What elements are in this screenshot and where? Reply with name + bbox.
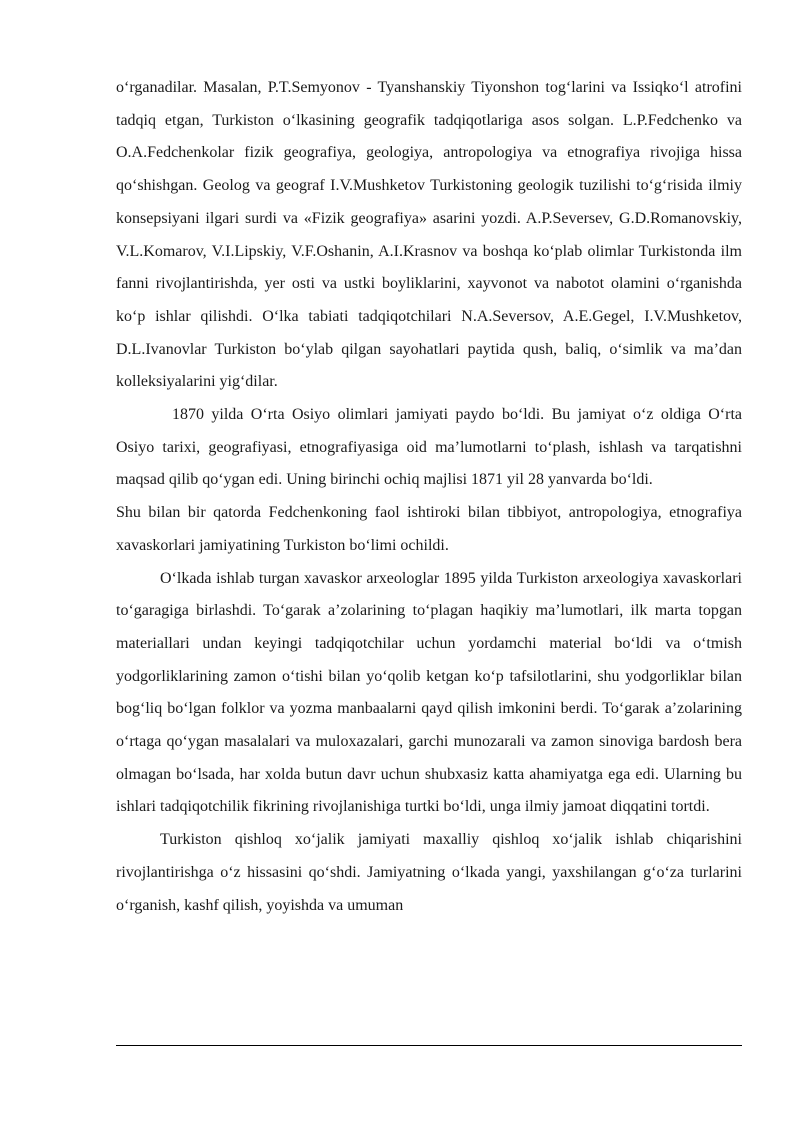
paragraph-1: o‘rganadilar. Masalan, P.T.Semyonov - Tyanshanskiy Tiyonshon tog‘larini va Issiqko‘l atrofini tadqiq etgan, Turkiston o‘lkasining geografik tadqiqotlariga asos solgan. L.P.Fedchenko va O.A.Fedchenkolar fizik geografiya, geologiya, antropologiya va etnografiya rivojiga hissa qo‘shishgan. Geolog va geograf I.V.Mushketov Turkistoning geologik tuzilishi to‘g‘risida ilmiy konsepsiyani ilgari surdi va «Fizik geografiya» asarini yozdi. A.P.Seversev, G.D.Romanovskiy, V.L.Komarov, V.I.Lipskiy, V.F.Oshanin, A.I.Krasnov va boshqa ko‘plab olimlar Turkistonda ilm fanni rivojlantirishda, yer osti va ustki boyliklarini, xayvonot va nabotot olamini o‘rganishda ko‘p ishlar qilishdi. O‘lka tabiati tadqiqotchilari N.A.Seversov, A.E.Gegel, I.V.Mushketov, D.L.Ivanovlar Turkiston bo‘ylab qilgan sayohatlari paytida qush, baliq, o‘simlik va ma’dan kolleksiyalarini yig‘dilar. — [116, 79, 742, 391]
paragraph-4: O‘lkada ishlab turgan xavaskor arxeologlar 1895 yilda Turkiston arxeologiya xavaskorlari to‘garagiga birlashdi. To‘garak a’zolarining to‘plagan haqikiy ma’lumotlari, ilk marta topgan materiallari undan keyingi tadqiqotchilar uchun yordamchi material bo‘ldi va o‘tmish yodgorliklarining zamon o‘tishi bilan yo‘qolib ketgan ko‘p tafsilotlarini, shu yodgorliklar bilan bog‘liq bo‘lgan folklor va yozma manbaalarni qayd qilish imkonini berdi. To‘garak a’zolarining o‘rtaga qo‘ygan masalalari va muloxazalari, garchi munozarali va zamon sinoviga bardosh bera olmagan bo‘lsada, har xolda butun davr uchun shubxasiz katta ahamiyatga ega edi. Ularning bu ishlari tadqiqotchilik fikrining rivojlanishiga turtki bo‘ldi, unga ilmiy jamoat diqqatini tortdi. — [116, 569, 742, 816]
paragraph-2: 1870 yilda O‘rta Osiyo olimlari jamiyati paydo bo‘ldi. Bu jamiyat o‘z oldiga O‘rta Osiyo tarixi, geografiyasi, etnografiyasiga oid ma’lumotlarni to‘plash, ishlash va tarqatishni maqsad qilib qo‘ygan edi. Uning birinchi ochiq majlisi 1871 yil 28 yanvarda bo‘ldi. — [116, 406, 742, 489]
footer-divider — [116, 1045, 742, 1046]
body-text — [116, 72, 742, 922]
paragraph-3: Shu bilan bir qatorda Fedchenkoning faol ishtiroki bilan tibbiyot, antropologiya, etnografiya xavaskorlari jamiyatining Turkiston bo‘limi ochildi. — [116, 504, 742, 554]
paragraph-5: Turkiston qishloq xo‘jalik jamiyati maxalliy qishloq xo‘jalik ishlab chiqarishini rivojlantirishga o‘z hissasini qo‘shdi. Jamiyatning o‘lkada yangi, yaxshilangan g‘o‘za turlarini o‘rganish, kashf qilish, yoyishda va umuman — [116, 831, 742, 914]
